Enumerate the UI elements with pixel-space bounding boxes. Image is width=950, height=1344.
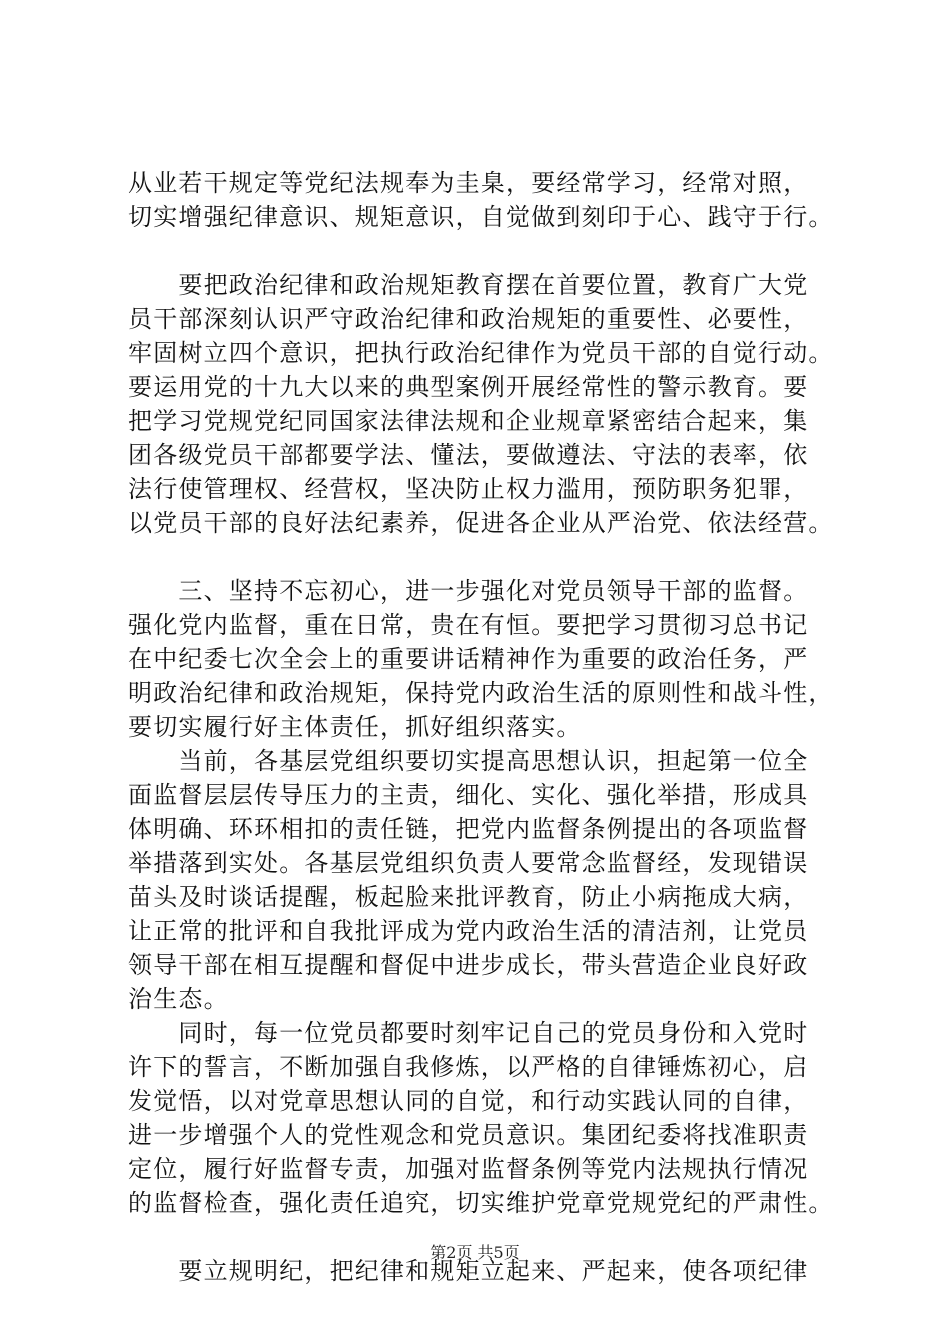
text-line: 要立规明纪，把纪律和规矩立起来、严起来，使各项纪律 (128, 1257, 809, 1285)
text-line: 治生态。 (128, 985, 229, 1013)
text-line: 发觉悟，以对党章思想认同的自觉，和行动实践认同的自律， (128, 1087, 809, 1115)
document-body (128, 166, 848, 1288)
text-line: 面监督层层传导压力的主责，细化、实化、强化举措，形成具 (128, 781, 809, 809)
page-footer: 第2页 共5页 (430, 1243, 520, 1262)
text-line: 的监督检查，强化责任追究，切实维护党章党规党纪的严肃性。 (128, 1189, 834, 1217)
text-line: 牢固树立四个意识，把执行政治纪律作为党员干部的自觉行动。 (128, 339, 834, 367)
text-line: 以党员干部的良好法纪素养，促进各企业从严治党、依法经营。 (128, 509, 834, 537)
text-line: 在中纪委七次全会上的重要讲话精神作为重要的政治任务，严 (128, 645, 809, 673)
paragraph-gap (128, 540, 848, 574)
text-line: 许下的誓言，不断加强自我修炼，以严格的自律锤炼初心，启 (128, 1053, 809, 1081)
text-line: 领导干部在相互提醒和督促中进步成长，带头营造企业良好政 (128, 951, 809, 979)
text-line: 要运用党的十九大以来的典型案例开展经常性的警示教育。要 (128, 373, 809, 401)
text-line: 要切实履行好主体责任，抓好组织落实。 (128, 713, 582, 741)
text-line: 定位，履行好监督专责，加强对监督条例等党内法规执行情况 (128, 1155, 809, 1183)
text-line: 苗头及时谈话提醒，板起脸来批评教育，防止小病拖成大病， (128, 883, 809, 911)
text-line: 切实增强纪律意识、规矩意识，自觉做到刻印于心、践守于行。 (128, 203, 834, 231)
text-line: 把学习党规党纪同国家法律法规和企业规章紧密结合起来，集 (128, 407, 809, 435)
text-line: 员干部深刻认识严守政治纪律和政治规矩的重要性、必要性， (128, 305, 809, 333)
text-line: 明政治纪律和政治规矩，保持党内政治生活的原则性和战斗性， (128, 679, 834, 707)
paragraph (128, 574, 848, 1220)
text-line: 强化党内监督，重在日常，贵在有恒。要把学习贯彻习总书记 (128, 611, 809, 639)
text-line: 要把政治纪律和政治规矩教育摆在首要位置，教育广大党 (128, 271, 809, 299)
text-line: 举措落到实处。各基层党组织负责人要常念监督经，发现错误 (128, 849, 809, 877)
text-line: 三、坚持不忘初心，进一步强化对党员领导干部的监督。 (128, 577, 809, 605)
paragraph (128, 268, 848, 540)
paragraph (128, 166, 848, 234)
text-line: 从业若干规定等党纪法规奉为圭臬，要经常学习，经常对照， (128, 169, 809, 197)
text-line: 团各级党员干部都要学法、懂法，要做遵法、守法的表率，依 (128, 441, 809, 469)
text-line: 当前，各基层党组织要切实提高思想认识，担起第一位全 (128, 747, 809, 775)
text-line: 法行使管理权、经营权，坚决防止权力滥用，预防职务犯罪， (128, 475, 809, 503)
text-line: 体明确、环环相扣的责任链，把党内监督条例提出的各项监督 (128, 815, 809, 843)
text-line: 同时，每一位党员都要时刻牢记自己的党员身份和入党时 (128, 1019, 809, 1047)
text-line: 进一步增强个人的党性观念和党员意识。集团纪委将找准职责 (128, 1121, 809, 1149)
paragraph-gap (128, 234, 848, 268)
text-line: 让正常的批评和自我批评成为党内政治生活的清洁剂，让党员 (128, 917, 809, 945)
